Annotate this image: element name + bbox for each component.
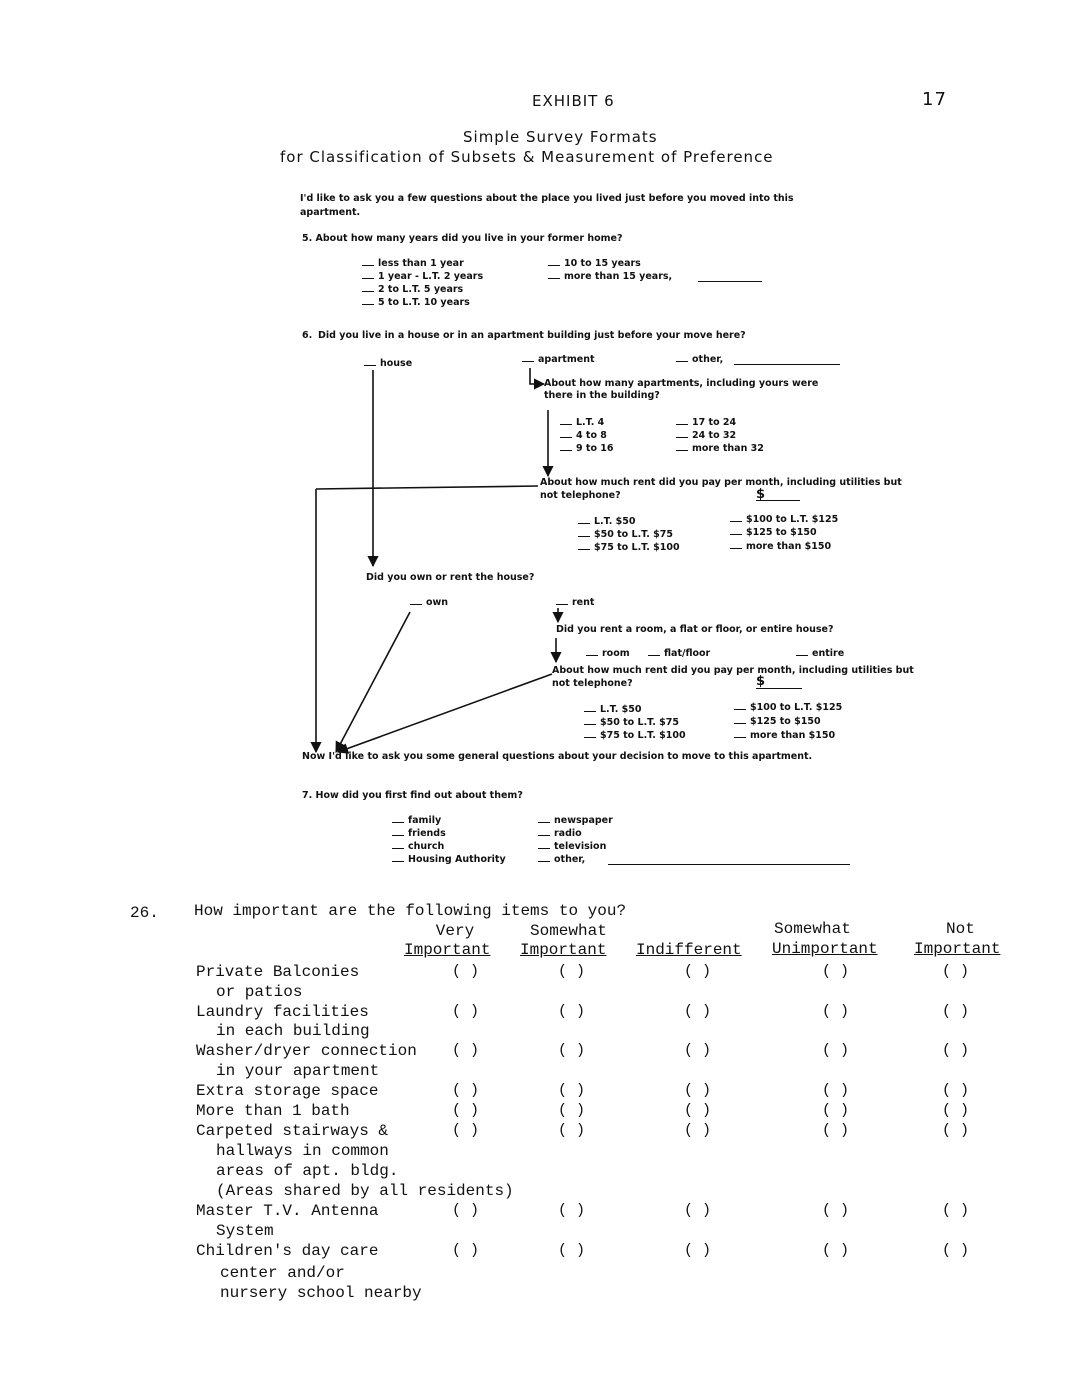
col-header-top: Somewhat xyxy=(774,920,851,938)
rent-option: more than $150 xyxy=(730,541,831,552)
apt-count-option: more than 32 xyxy=(676,443,764,454)
q7-question: 7. How did you first find out about them? xyxy=(302,790,523,801)
q6-question: Did you live in a house or in an apartment building just before your move here? xyxy=(318,330,746,341)
rating-checkbox[interactable]: ( ) xyxy=(684,1202,712,1219)
rating-checkbox[interactable]: ( ) xyxy=(822,1122,850,1139)
q7-option: family xyxy=(392,815,441,826)
rent-choice: rent xyxy=(556,597,594,608)
item-label: Master T.V. Antenna xyxy=(196,1202,379,1220)
rating-checkbox[interactable]: ( ) xyxy=(942,963,970,980)
rating-checkbox[interactable]: ( ) xyxy=(942,1003,970,1020)
rating-checkbox[interactable]: ( ) xyxy=(684,1242,712,1259)
apt-count-question: About how many apartments, including yours were there in the building? xyxy=(544,378,819,401)
q6-choice-house: house xyxy=(364,358,412,369)
rating-checkbox[interactable]: ( ) xyxy=(942,1202,970,1219)
rent-type-option: flat/floor xyxy=(648,648,710,659)
apt-count-option: 24 to 32 xyxy=(676,430,736,441)
title-line1: Simple Survey Formats xyxy=(463,128,658,146)
rent-type-option: entire xyxy=(796,648,844,659)
rent-question-2: About how much rent did you pay per month, including utilities but not telephone? xyxy=(552,665,914,689)
q7-option: church xyxy=(392,841,444,852)
item-label: Extra storage space xyxy=(196,1082,379,1100)
item-label: Laundry facilities xyxy=(196,1003,369,1021)
rating-checkbox[interactable]: ( ) xyxy=(942,1122,970,1139)
item-label: nursery school nearby xyxy=(220,1284,422,1302)
rating-checkbox[interactable]: ( ) xyxy=(822,1042,850,1059)
own-rent-question: Did you own or rent the house? xyxy=(366,572,535,583)
col-header-not-important: Important xyxy=(914,940,1001,958)
rating-checkbox[interactable]: ( ) xyxy=(684,1042,712,1059)
rating-checkbox[interactable]: ( ) xyxy=(558,1102,586,1119)
rating-checkbox[interactable]: ( ) xyxy=(822,1242,850,1259)
q5-option: less than 1 year xyxy=(362,258,464,269)
rent-option: L.T. $50 xyxy=(578,516,635,527)
title-line2: for Classification of Subsets & Measurement of Preference xyxy=(280,148,774,166)
q26-number: 26. xyxy=(130,904,159,922)
rating-checkbox[interactable]: ( ) xyxy=(452,1003,480,1020)
rating-checkbox[interactable]: ( ) xyxy=(558,1042,586,1059)
own-choice: own xyxy=(410,597,448,608)
item-label: Washer/dryer connection xyxy=(196,1042,417,1060)
rating-checkbox[interactable]: ( ) xyxy=(942,1242,970,1259)
rating-checkbox[interactable]: ( ) xyxy=(684,1003,712,1020)
rating-checkbox[interactable]: ( ) xyxy=(684,1082,712,1099)
item-label: More than 1 bath xyxy=(196,1102,350,1120)
rating-checkbox[interactable]: ( ) xyxy=(684,1122,712,1139)
rating-checkbox[interactable]: ( ) xyxy=(558,1122,586,1139)
q7-option: other, xyxy=(538,854,585,865)
col-header-very-important: Important xyxy=(404,941,491,959)
rating-checkbox[interactable]: ( ) xyxy=(452,1202,480,1219)
rating-checkbox[interactable]: ( ) xyxy=(558,1242,586,1259)
rating-checkbox[interactable]: ( ) xyxy=(558,1003,586,1020)
rating-checkbox[interactable]: ( ) xyxy=(942,1082,970,1099)
item-label: Children's day care xyxy=(196,1242,379,1260)
intro-text: I'd like to ask you a few questions about the place you lived just before you moved into this apartment. xyxy=(300,193,794,218)
q5-question: 5. About how many years did you live in your former home? xyxy=(302,233,623,244)
rating-checkbox[interactable]: ( ) xyxy=(452,1242,480,1259)
apt-count-option: 4 to 8 xyxy=(560,430,607,441)
rent-option: $50 to L.T. $75 xyxy=(578,529,673,540)
rating-checkbox[interactable]: ( ) xyxy=(822,1003,850,1020)
item-label: areas of apt. bldg. xyxy=(216,1162,399,1180)
item-label: or patios xyxy=(216,983,303,1001)
item-label: Carpeted stairways & xyxy=(196,1122,389,1140)
rent2-option: $50 to L.T. $75 xyxy=(584,717,679,728)
rating-checkbox[interactable]: ( ) xyxy=(822,1102,850,1119)
col-header-top: Somewhat xyxy=(530,922,607,940)
item-label: in your apartment xyxy=(216,1062,380,1080)
col-header-somewhat-important: Important xyxy=(520,941,607,959)
q5-option: 10 to 15 years xyxy=(548,258,641,269)
item-label: in each building xyxy=(216,1022,370,1040)
rating-checkbox[interactable]: ( ) xyxy=(452,1102,480,1119)
item-label: (Areas shared by all residents) xyxy=(216,1182,514,1200)
apt-count-option: L.T. 4 xyxy=(560,417,604,428)
col-header-top: Not xyxy=(946,920,975,938)
rating-checkbox[interactable]: ( ) xyxy=(558,1082,586,1099)
col-header-indifferent: Indifferent xyxy=(636,941,742,959)
q5-option: 2 to L.T. 5 years xyxy=(362,284,463,295)
col-header-somewhat-unimportant: Unimportant xyxy=(772,940,878,958)
item-label: hallways in common xyxy=(216,1142,389,1160)
q7-option: television xyxy=(538,841,606,852)
rating-checkbox[interactable]: ( ) xyxy=(822,1202,850,1219)
rent-option: $75 to L.T. $100 xyxy=(578,542,680,553)
q5-option: 5 to L.T. 10 years xyxy=(362,297,470,308)
apt-count-option: 9 to 16 xyxy=(560,443,614,454)
rent2-option: more than $150 xyxy=(734,730,835,741)
q7-other-line xyxy=(608,864,850,865)
rent-type-question: Did you rent a room, a flat or floor, or entire house? xyxy=(556,624,834,635)
q7-option: newspaper xyxy=(538,815,613,826)
rent-option: $100 to L.T. $125 xyxy=(730,514,838,525)
page-number: 17 xyxy=(922,89,947,110)
rating-checkbox[interactable]: ( ) xyxy=(452,1122,480,1139)
rent-dollar: $ xyxy=(756,487,766,502)
exhibit-label: EXHIBIT 6 xyxy=(532,92,615,110)
q7-option: friends xyxy=(392,828,446,839)
rent-question: About how much rent did you pay per month, including utilities but not telephone? xyxy=(540,477,902,501)
rent-option: $125 to $150 xyxy=(730,527,817,538)
q6-choice-other: other, xyxy=(676,354,723,365)
rent2-option: L.T. $50 xyxy=(584,704,641,715)
rent2-option: $125 to $150 xyxy=(734,716,821,727)
rating-checkbox[interactable]: ( ) xyxy=(684,963,712,980)
rating-checkbox[interactable]: ( ) xyxy=(452,1042,480,1059)
rating-checkbox[interactable]: ( ) xyxy=(452,1082,480,1099)
q5-option: 1 year - L.T. 2 years xyxy=(362,271,483,282)
rating-checkbox[interactable]: ( ) xyxy=(942,1042,970,1059)
rating-checkbox[interactable]: ( ) xyxy=(684,1102,712,1119)
q6-number: 6. xyxy=(302,330,313,341)
general-questions-intro: Now I'd like to ask you some general questions about your decision to move to this apartment. xyxy=(302,751,813,762)
rating-checkbox[interactable]: ( ) xyxy=(558,963,586,980)
rating-checkbox[interactable]: ( ) xyxy=(558,1202,586,1219)
q7-option: Housing Authority xyxy=(392,854,506,865)
q6-choice-apartment: apartment xyxy=(522,354,595,365)
rent-type-option: room xyxy=(586,648,630,659)
q7-option: radio xyxy=(538,828,582,839)
col-header-top: Very xyxy=(435,922,475,940)
q26-question: How important are the following items to you? xyxy=(194,902,627,920)
rating-checkbox[interactable]: ( ) xyxy=(822,1082,850,1099)
item-label: System xyxy=(216,1222,274,1240)
apt-count-option: 17 to 24 xyxy=(676,417,736,428)
rent2-option: $75 to L.T. $100 xyxy=(584,730,686,741)
item-label: Private Balconies xyxy=(196,963,360,981)
q5-option: more than 15 years, xyxy=(548,271,672,282)
rent-dollar-2: $ xyxy=(756,674,766,689)
rent2-option: $100 to L.T. $125 xyxy=(734,702,842,713)
rating-checkbox[interactable]: ( ) xyxy=(452,963,480,980)
rating-checkbox[interactable]: ( ) xyxy=(942,1102,970,1119)
rating-checkbox[interactable]: ( ) xyxy=(822,963,850,980)
item-label: center and/or xyxy=(220,1264,345,1282)
